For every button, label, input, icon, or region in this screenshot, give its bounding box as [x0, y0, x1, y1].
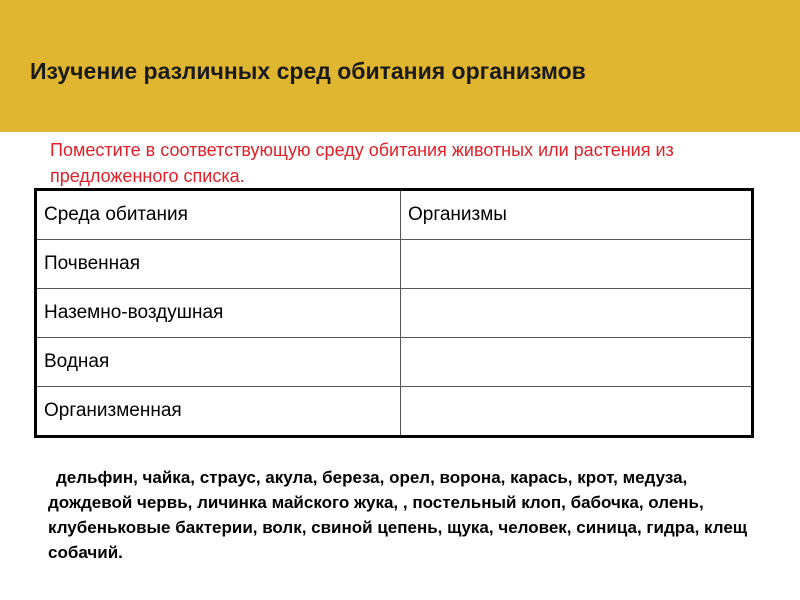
slide-title: Изучение различных сред обитания организмов: [30, 58, 586, 84]
table-row: [36, 387, 753, 437]
habitat-cell: Водная: [36, 338, 401, 387]
table-row: [36, 240, 753, 289]
header-habitat: Среда обитания: [36, 190, 401, 240]
table-row: [36, 338, 753, 387]
organisms-cell: [401, 387, 753, 437]
organisms-list: дельфин, чайка, страус, акула, береза, орел, ворона, карась, крот, медуза, дождевой червь, личинка майского жука, , постельный клоп, бабочка, олень, клубеньковые бактерии, волк, свиной цепень, щука, человек, синица, гидра, клещ собачий.: [48, 468, 748, 562]
instruction-text: Поместите в соответствующую среду обитания животных или растения из предложенного списка.: [50, 140, 674, 186]
header-organisms: Организмы: [401, 190, 753, 240]
table-header-row: [36, 190, 753, 240]
table-row: [36, 289, 753, 338]
habitat-cell: Организменная: [36, 387, 401, 437]
habitat-cell: Почвенная: [36, 240, 401, 289]
organisms-cell: [401, 338, 753, 387]
organisms-cell: [401, 289, 753, 338]
habitat-table: [34, 188, 754, 438]
organisms-cell: [401, 240, 753, 289]
habitat-cell: Наземно-воздушная: [36, 289, 401, 338]
